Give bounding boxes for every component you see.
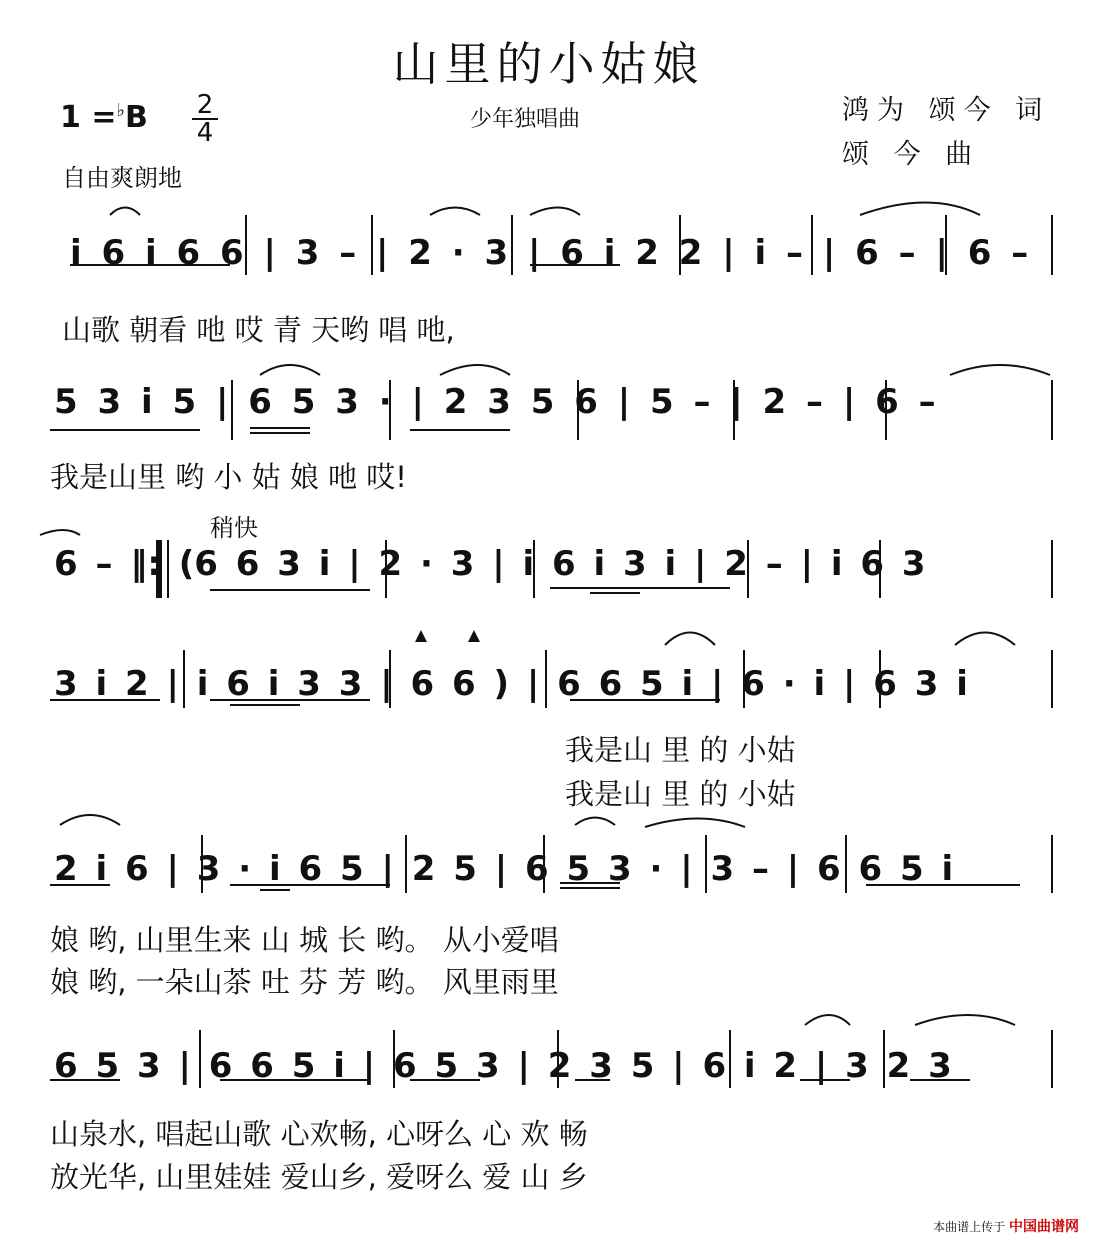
song-title: 山里的小姑娘 <box>392 37 705 91</box>
row-6-notes: 6 5 3 | 6 6 5 i | 6 5 3 | 2 3 5 | 6 i 2 | 3 2 3 <box>54 1046 952 1086</box>
row-5-lyric-2: 娘 哟, 一朵山茶 吐 芬 芳 哟。 风里雨里 <box>50 965 559 999</box>
row-2-notes: 5 3 i 5 | 6 5 3 · | 2 3 5 6 | 5 – | 2 – | 6 – <box>54 382 936 422</box>
row-2-lyric: 我是山里 哟 小 姑 娘 吔 哎! <box>50 460 407 494</box>
key-prefix: 1 = <box>60 100 117 135</box>
row-6-lyric-2: 放光华, 山里娃娃 爱山乡, 爱呀么 爱 山 乡 <box>50 1160 588 1194</box>
site-logo-text[interactable]: 中国曲谱网 <box>1009 1219 1079 1235</box>
row-4-lyric-1: 我是山 里 的 小姑 <box>565 733 796 767</box>
score-row-6 <box>50 1030 1060 1120</box>
score-row-4 <box>50 650 1060 740</box>
meter-bottom: 4 <box>192 118 218 146</box>
row-1-notes: i 6 i 6 6 | 3 – | 2 · 3 | 6 i 2 2 | i – | 6 – | 6 – <box>70 233 1029 273</box>
tempo-mark: 自由爽朗地 <box>62 164 182 192</box>
row-1-lyric: 山歌 朝看 吔 哎 青 天哟 唱 吔, <box>62 313 455 347</box>
time-signature <box>192 92 218 146</box>
upload-text: 本曲谱上传于 <box>933 1220 1006 1234</box>
meter-top: 2 <box>196 90 214 120</box>
row-6-lyric-1: 山泉水, 唱起山歌 心欢畅, 心呀么 心 欢 畅 <box>50 1117 588 1151</box>
row-5-lyric-1: 娘 哟, 山里生来 山 城 长 哟。 从小爱唱 <box>50 923 559 957</box>
key-note: B <box>124 100 148 135</box>
score-row-3 <box>50 540 1060 630</box>
row-5-notes: 2 i 6 | 3 · i 6 5 | 2 5 | 6 5 3 · | 3 – | 6 6 5 i <box>54 849 954 889</box>
key-flat: ♭ <box>116 100 125 121</box>
lyricist-credit: 鸿为 颂今 词 <box>842 95 1051 126</box>
composer-credit: 颂 今 曲 <box>842 139 981 170</box>
row-4-notes: 3 i 2 | i 6 i 3 3 | 6 6 ) | 6 6 5 i | 6 · i | 6 3 i <box>54 664 968 704</box>
score-row-1 <box>50 215 1060 305</box>
row-3-notes: 6 – ‖: (6 6 3 i | 2 · 3 | i 6 i 3 i | 2 – | i 6 3 <box>54 544 926 584</box>
tempo-change: 稍快 <box>210 514 258 542</box>
row-4-lyric-2: 我是山 里 的 小姑 <box>565 777 796 811</box>
subtitle: 少年独唱曲 <box>470 107 581 132</box>
score-row-5 <box>50 835 1060 925</box>
upload-footer <box>933 1216 1079 1236</box>
key-signature <box>60 100 148 135</box>
